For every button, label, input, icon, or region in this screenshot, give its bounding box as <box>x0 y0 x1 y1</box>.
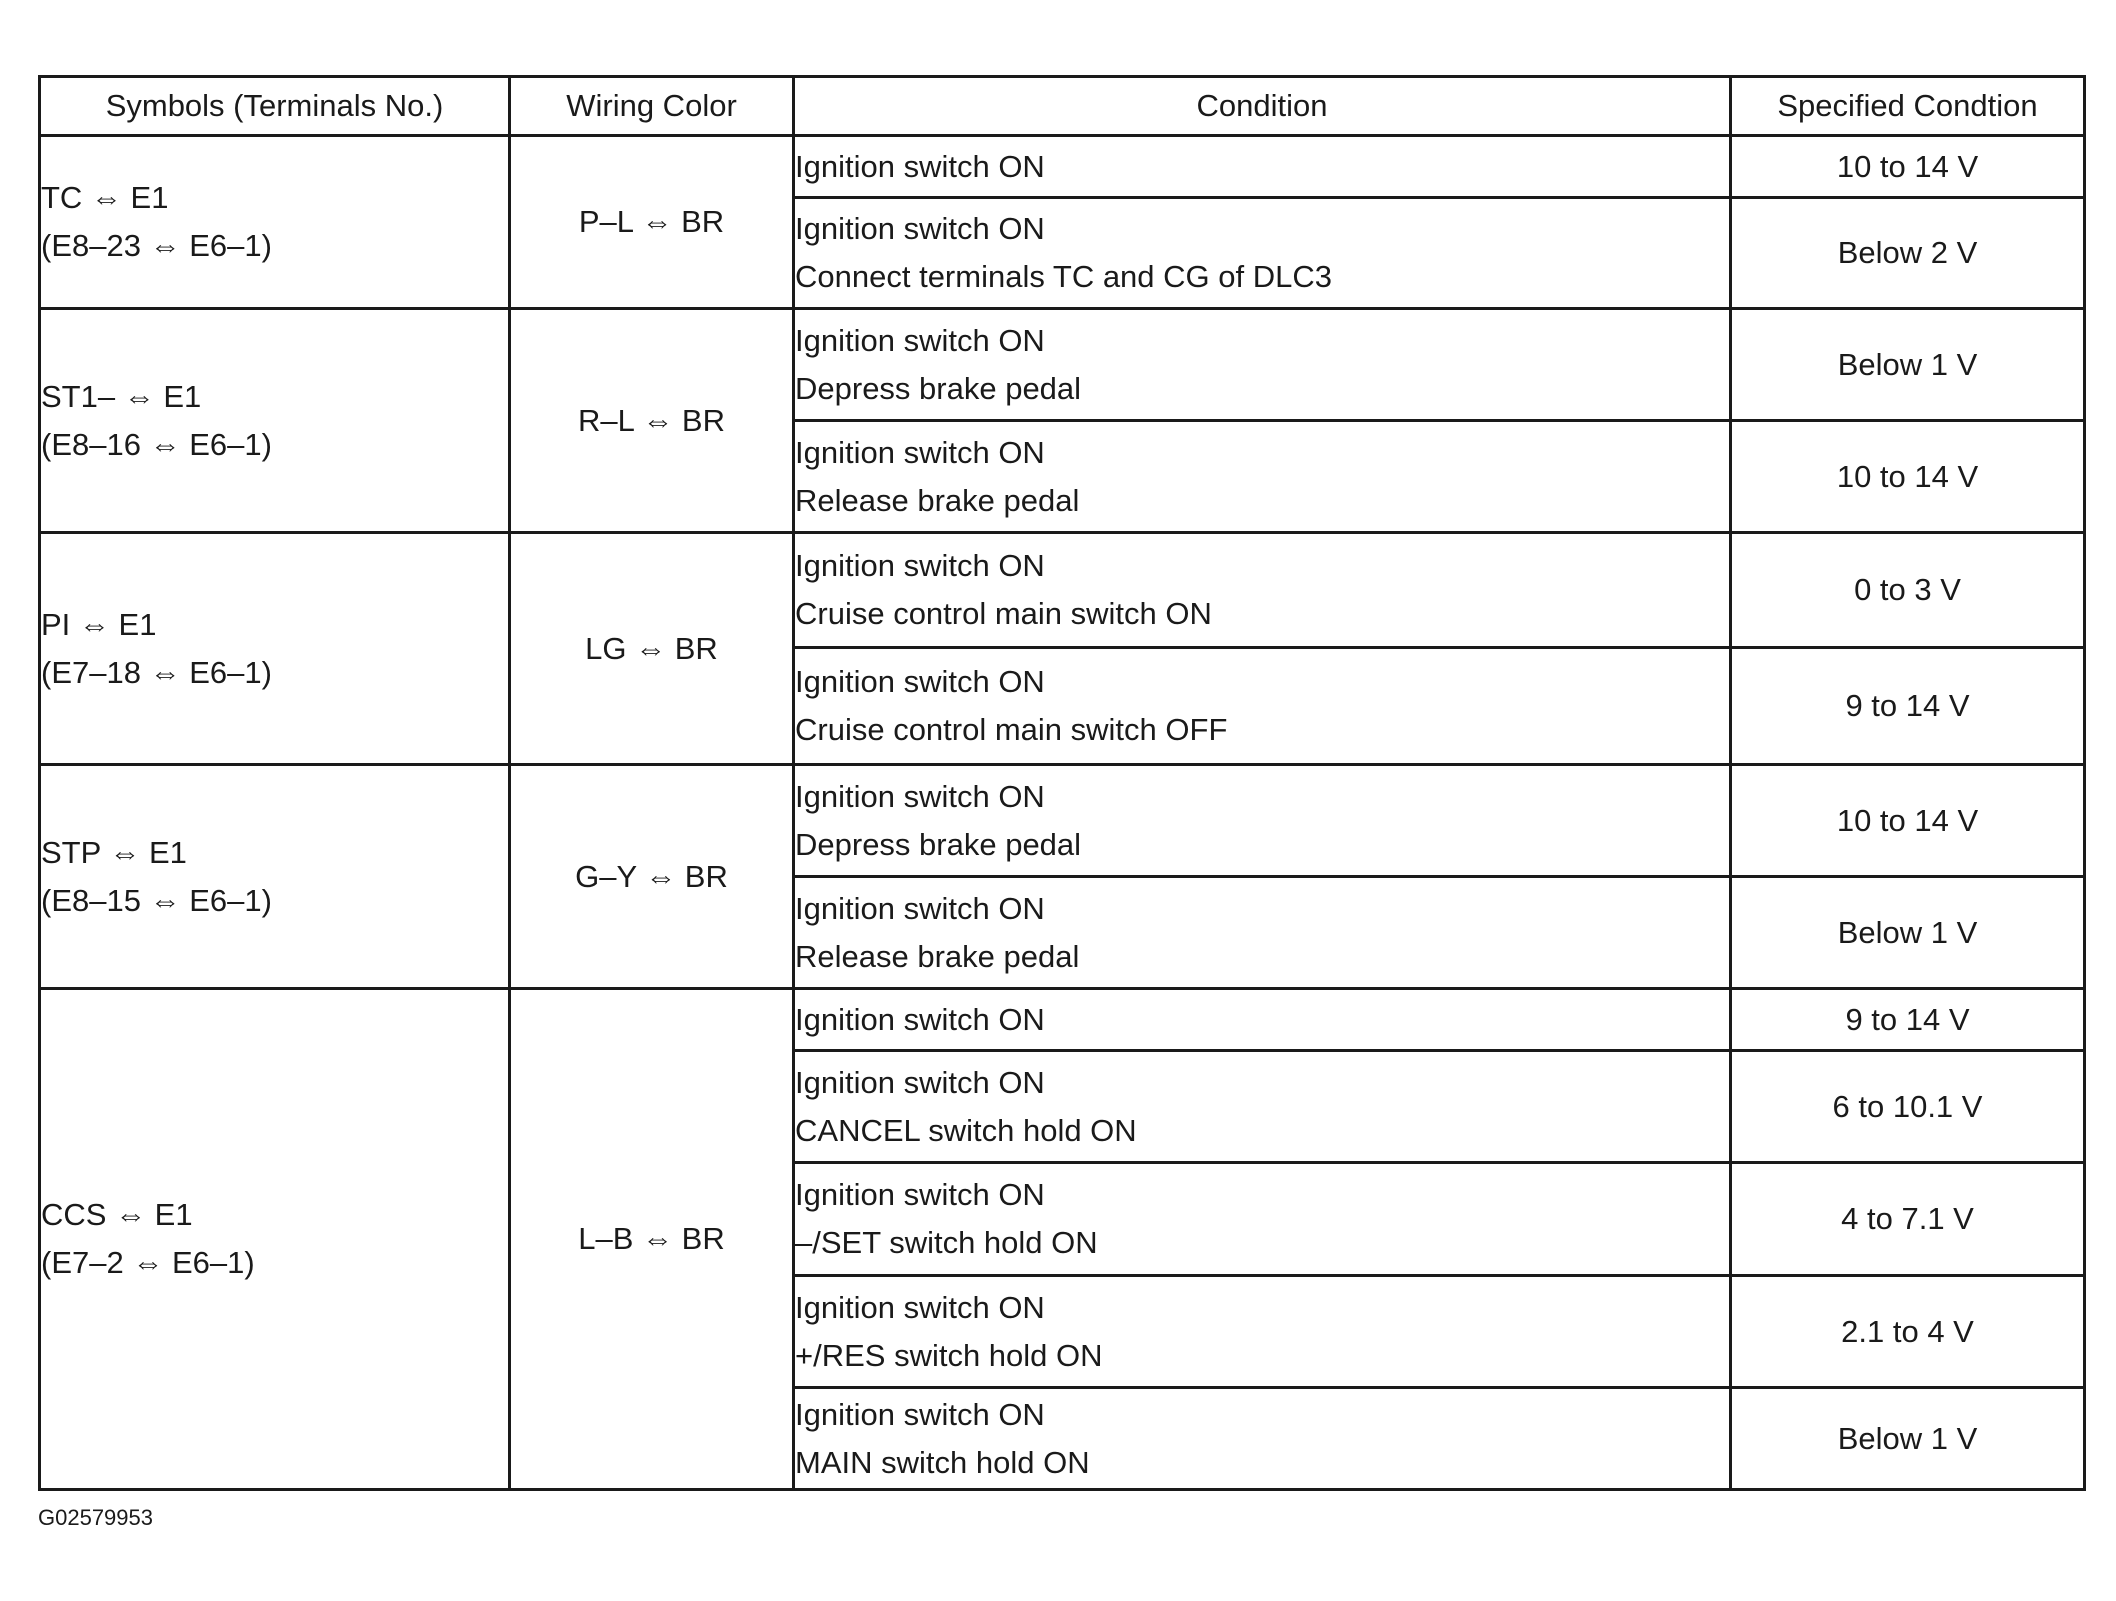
table-body <box>40 136 2085 1490</box>
symbol-terminal-number: (E8–16 ⇔ E6–1) <box>41 426 272 462</box>
condition-line: Ignition switch ON <box>795 1001 1045 1037</box>
table-row <box>40 136 2085 198</box>
specified-condition-cell: Below 1 V <box>1731 309 2085 421</box>
specified-condition-cell: 10 to 14 V <box>1731 765 2085 877</box>
symbol-cell <box>40 765 510 989</box>
table-row <box>40 533 2085 648</box>
condition-line: Ignition switch ON <box>795 211 1045 246</box>
condition-line: Ignition switch ON <box>795 148 1045 184</box>
condition-line: Depress brake pedal <box>795 370 1082 406</box>
condition-line: Ignition switch ON <box>795 778 1045 814</box>
condition-cell <box>794 136 1731 198</box>
condition-cell <box>794 309 1731 421</box>
specified-condition-cell: 6 to 10.1 V <box>1731 1051 2085 1163</box>
specified-condition-cell: Below 1 V <box>1731 877 2085 989</box>
specified-condition-cell: 2.1 to 4 V <box>1731 1276 2085 1388</box>
table-header-row <box>40 77 2085 136</box>
wiring-color-cell: L–B ⇔ BR <box>510 989 794 1490</box>
header-wiring-color: Wiring Color <box>510 77 794 136</box>
table-row <box>40 765 2085 877</box>
condition-line: Connect terminals TC and CG of DLC3 <box>795 259 1332 294</box>
header-condition: Condition <box>794 77 1731 136</box>
specified-condition-cell: 0 to 3 V <box>1731 533 2085 648</box>
symbol-terminal: CCS ⇔ E1 <box>41 1197 193 1232</box>
condition-line: Ignition switch ON <box>795 548 1045 583</box>
symbol-cell <box>40 136 510 309</box>
condition-cell <box>794 1276 1731 1388</box>
specified-condition-cell: 4 to 7.1 V <box>1731 1163 2085 1276</box>
condition-line: MAIN switch hold ON <box>795 1444 1090 1480</box>
header-symbols: Symbols (Terminals No.) <box>40 77 510 136</box>
header-specified-condition: Specified Condtion <box>1731 77 2085 136</box>
wiring-color-cell: G–Y ⇔ BR <box>510 765 794 989</box>
symbol-terminal: TC ⇔ E1 <box>41 180 169 215</box>
condition-line: –/SET switch hold ON <box>795 1225 1098 1260</box>
symbol-terminal-number: (E8–15 ⇔ E6–1) <box>41 882 272 918</box>
condition-line: Depress brake pedal <box>795 826 1082 862</box>
condition-cell <box>794 1163 1731 1276</box>
condition-line: Release brake pedal <box>795 482 1080 518</box>
condition-cell <box>794 198 1731 309</box>
condition-cell <box>794 421 1731 533</box>
symbol-terminal-number: (E8–23 ⇔ E6–1) <box>41 228 272 263</box>
condition-cell <box>794 989 1731 1051</box>
condition-line: Ignition switch ON <box>795 1396 1045 1432</box>
specified-condition-cell: 10 to 14 V <box>1731 136 2085 198</box>
condition-cell <box>794 1388 1731 1490</box>
condition-line: Ignition switch ON <box>795 322 1045 358</box>
symbol-cell <box>40 533 510 765</box>
condition-cell <box>794 1051 1731 1163</box>
condition-line: CANCEL switch hold ON <box>795 1112 1137 1148</box>
terminal-voltage-table <box>38 75 2086 1491</box>
condition-line: Cruise control main switch OFF <box>795 712 1228 747</box>
condition-line: Release brake pedal <box>795 938 1080 974</box>
condition-line: Ignition switch ON <box>795 434 1045 470</box>
table-row <box>40 989 2085 1051</box>
condition-cell <box>794 765 1731 877</box>
table-row <box>40 309 2085 421</box>
condition-line: Ignition switch ON <box>795 1177 1045 1212</box>
symbol-terminal: STP ⇔ E1 <box>41 834 187 870</box>
specified-condition-cell: 10 to 14 V <box>1731 421 2085 533</box>
symbol-terminal-number: (E7–2 ⇔ E6–1) <box>41 1245 255 1280</box>
symbol-terminal: ST1– ⇔ E1 <box>41 378 202 414</box>
symbol-cell <box>40 309 510 533</box>
wiring-color-cell: LG ⇔ BR <box>510 533 794 765</box>
condition-cell <box>794 533 1731 648</box>
condition-line: Ignition switch ON <box>795 1064 1045 1100</box>
condition-line: Ignition switch ON <box>795 664 1045 699</box>
symbol-terminal: PI ⇔ E1 <box>41 606 157 642</box>
wiring-color-cell: R–L ⇔ BR <box>510 309 794 533</box>
condition-line: Ignition switch ON <box>795 1289 1045 1325</box>
wiring-color-cell: P–L ⇔ BR <box>510 136 794 309</box>
condition-cell <box>794 877 1731 989</box>
symbol-terminal-number: (E7–18 ⇔ E6–1) <box>41 654 272 690</box>
condition-cell <box>794 648 1731 765</box>
condition-line: Cruise control main switch ON <box>795 596 1212 631</box>
specified-condition-cell: Below 1 V <box>1731 1388 2085 1490</box>
figure-code: G02579953 <box>38 1505 153 1530</box>
condition-line: +/RES switch hold ON <box>795 1337 1103 1373</box>
condition-line: Ignition switch ON <box>795 890 1045 926</box>
specified-condition-cell: 9 to 14 V <box>1731 648 2085 765</box>
symbol-cell <box>40 989 510 1490</box>
specified-condition-cell: 9 to 14 V <box>1731 989 2085 1051</box>
specified-condition-cell: Below 2 V <box>1731 198 2085 309</box>
